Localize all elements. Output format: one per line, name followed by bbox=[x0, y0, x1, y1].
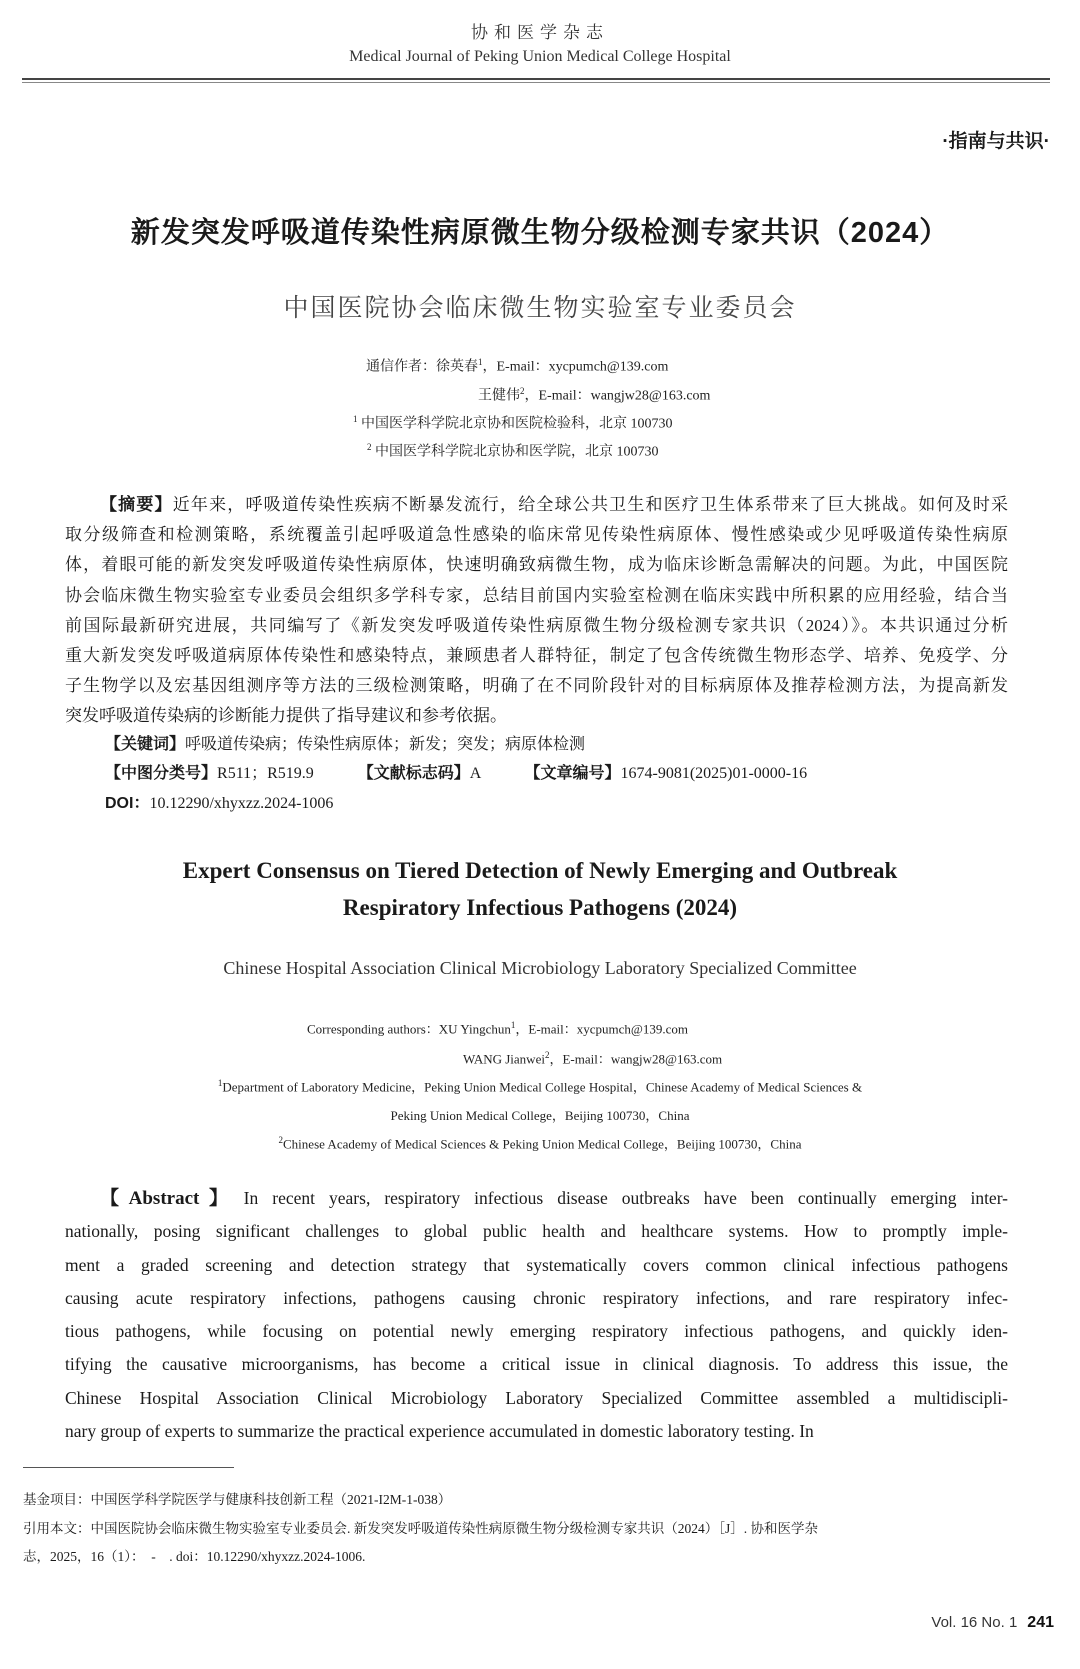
corresponding-author-1-en bbox=[307, 1011, 688, 1044]
abstract-text: nary group of experts to summarize the practical experience accumulated in domestic laboratory testing. In bbox=[65, 1421, 814, 1442]
abstract-text: Chinese Hospital Association Clinical Microbiology Laboratory Specialized Committee assembled a multidiscipli- bbox=[65, 1387, 1008, 1408]
abstract-line bbox=[65, 1315, 1008, 1348]
footnotes bbox=[23, 1486, 1023, 1572]
abstract-en bbox=[65, 1182, 1008, 1448]
abstract-line bbox=[65, 1182, 1008, 1215]
abstract-text: 重大新发突发呼吸道病原体传染性和感染特点，兼顾患者人群特征，制定了包含传统微生物形态学、培养、免疫学、分 bbox=[65, 645, 1008, 665]
author-name: WANG Jianwei bbox=[463, 1051, 545, 1067]
title-en-line: Expert Consensus on Tiered Detection of Newly Emerging and Outbreak bbox=[182, 858, 898, 883]
abstract-label: 【摘要】 bbox=[100, 495, 173, 514]
title-en bbox=[0, 852, 1080, 926]
abstract-line bbox=[65, 1382, 1008, 1415]
abstract-line bbox=[65, 1282, 1008, 1315]
abstract-label: 【Abstract】 bbox=[100, 1188, 238, 1209]
column-label: ·指南与共识· bbox=[942, 131, 1050, 152]
title-cn: 新发突发呼吸道传染性病原微生物分级检测专家共识（2024） bbox=[130, 217, 950, 249]
abstract-text: 体，着眼可能的新发突发呼吸道传染性病原体，快速明确致病微生物，成为临床诊断急需解决的问题。为此，中国医院 bbox=[65, 555, 1008, 575]
doc-code-value: A bbox=[469, 765, 481, 782]
affiliation-sup: 1 bbox=[217, 1078, 223, 1088]
abstract-line bbox=[65, 520, 1008, 550]
abstract-line bbox=[65, 1415, 1008, 1448]
doi-value[interactable]: 10.12290/xhyxzz.2024-1006 bbox=[149, 795, 334, 812]
affiliation-sup: 2 bbox=[367, 442, 372, 452]
abstract-text: 取分级筛查和检测策略，系统覆盖引起呼吸道急性感染的临床常见传染性病原体、慢性感染或少见呼吸道传染性病原 bbox=[65, 525, 1008, 545]
title-en-line: Respiratory Infectious Pathogens (2024) bbox=[342, 895, 738, 920]
corr-label: 通信作者： bbox=[366, 359, 436, 375]
affiliation-sup: 2 bbox=[544, 1050, 550, 1060]
abstract-text: tifying the causative microorganisms, has become a critical issue in clinical diagnosis. To address this issue, the bbox=[65, 1354, 1008, 1375]
affiliation-sup: 1 bbox=[510, 1020, 516, 1030]
author-name: 王健伟 bbox=[478, 388, 520, 404]
abstract-line bbox=[65, 611, 1008, 641]
author-email: ，E-mail：xycpumch@139.com bbox=[515, 1021, 689, 1037]
citation-note: 志，2025，16（1）： - . doi：10.12290/xhyxzz.2024-1006. bbox=[23, 1549, 366, 1564]
affiliation-sup: 2 bbox=[520, 386, 525, 396]
author-name: 徐英春 bbox=[436, 359, 478, 375]
footnote-rule bbox=[23, 1467, 234, 1468]
clc-value: R511；R519.9 bbox=[217, 765, 314, 782]
doi-row bbox=[105, 789, 333, 818]
abstract-line bbox=[65, 1215, 1008, 1248]
keywords-cn bbox=[105, 730, 585, 759]
affiliation-text: Department of Laboratory Medicine，Peking Union Medical College Hospital，Chinese Academy of Medical Sciences & bbox=[222, 1079, 863, 1095]
author-name: XU Yingchun bbox=[438, 1021, 511, 1037]
funding-note: 基金项目：中国医学科学院医学与健康科技创新工程（2021-I2M-1-038） bbox=[23, 1492, 452, 1507]
corr-label: Corresponding authors： bbox=[307, 1021, 439, 1037]
abstract-line bbox=[65, 1249, 1008, 1282]
abstract-line bbox=[65, 641, 1008, 671]
keywords-value: 呼吸道传染病；传染性病原体；新发；突发；病原体检测 bbox=[185, 736, 586, 753]
affiliation-1-en bbox=[0, 1069, 1080, 1130]
affiliation-text: Chinese Academy of Medical Sciences & Peking Union Medical College，Beijing 100730，China bbox=[283, 1136, 802, 1152]
abstract-line bbox=[65, 581, 1008, 611]
clc-label: 【中图分类号】 bbox=[105, 765, 218, 782]
page-number: 241 bbox=[1027, 1614, 1054, 1631]
abstract-line bbox=[65, 1348, 1008, 1381]
abstract-text: 协会临床微生物实验室专业委员会组织多学科专家，总结目前国内实验室检测在临床实践中所积累的应用经验，结合当 bbox=[65, 585, 1008, 605]
affiliation-text: Peking Union Medical College，Beijing 100730，China bbox=[390, 1107, 690, 1123]
abstract-text: In recent years, respiratory infectious disease outbreaks have been continually emerging inter- bbox=[243, 1188, 1009, 1208]
journal-name-en: Medical Journal of Peking Union Medical College Hospital bbox=[349, 48, 731, 65]
abstract-text: 近年来，呼吸道传染性疾病不断暴发流行，给全球公共卫生和医疗卫生体系带来了巨大挑战。如何及时采 bbox=[172, 495, 1008, 514]
abstract-text: tious pathogens, while focusing on potential newly emerging respiratory infectious pathogens, and quickly iden- bbox=[65, 1321, 1008, 1342]
abstract-text: causing acute respiratory infections, pathogens causing chronic respiratory infections, and rare respiratory infec- bbox=[65, 1287, 1008, 1308]
page-footer bbox=[931, 1614, 1054, 1632]
author-email: ，E-mail：xycpumch@139.com bbox=[482, 359, 669, 375]
affiliation-2-cn bbox=[367, 433, 659, 467]
affiliation-sup: 1 bbox=[478, 357, 483, 367]
doi-label: DOI： bbox=[105, 795, 150, 812]
abstract-line bbox=[65, 490, 1008, 520]
affiliation-sup: 1 bbox=[353, 414, 358, 424]
organization-en: Chinese Hospital Association Clinical Microbiology Laboratory Specialized Committee bbox=[223, 958, 857, 978]
affiliation-2-en bbox=[0, 1126, 1080, 1159]
abstract-line bbox=[65, 671, 1008, 701]
affiliation-sup: 2 bbox=[278, 1135, 284, 1145]
abstract-text: 前国际最新研究进展，共同编写了《新发突发呼吸道传染性病原微生物分级检测专家共识（2024）》。本共识通过分析 bbox=[65, 615, 1008, 635]
volume-issue: Vol. 16 No. 1 bbox=[931, 1614, 1018, 1631]
abstract-text: ment a graded screening and detection strategy that systematically covers common clinical infectious pathogens bbox=[65, 1254, 1008, 1275]
author-email: ，E-mail：wangjw28@163.com bbox=[549, 1051, 723, 1067]
abstract-text: 突发呼吸道传染病的诊断能力提供了指导建议和参考依据。 bbox=[65, 706, 507, 726]
article-no-label: 【文章编号】 bbox=[524, 765, 621, 782]
journal-name-cn: 协和医学杂志 bbox=[471, 23, 609, 42]
abstract-text: nationally, posing significant challenges to global public health and healthcare systems. How to promptly imple- bbox=[65, 1221, 1008, 1242]
affiliation-text: 中国医学科学院北京协和医学院，北京 100730 bbox=[375, 444, 659, 460]
abstract-text: 子生物学以及宏基因组测序等方法的三级检测策略，明确了在不同阶段针对的目标病原体及推荐检测方法，为提高新发 bbox=[65, 676, 1008, 696]
organization-cn: 中国医院协会临床微生物实验室专业委员会 bbox=[283, 295, 797, 322]
classification-row bbox=[105, 759, 807, 788]
abstract-line bbox=[65, 701, 1008, 731]
header-rule bbox=[22, 78, 1050, 80]
affiliation-text: 中国医学科学院北京协和医院检验科，北京 100730 bbox=[361, 416, 673, 432]
abstract-line bbox=[65, 550, 1008, 580]
citation-note: 引用本文：中国医院协会临床微生物实验室专业委员会. 新发突发呼吸道传染性病原微生物分级检测专家共识（2024）［J］. 协和医学杂 bbox=[23, 1520, 819, 1536]
keywords-label: 【关键词】 bbox=[105, 736, 186, 753]
abstract-cn bbox=[65, 490, 1008, 732]
doc-code-label: 【文献标志码】 bbox=[357, 765, 470, 782]
author-email: ，E-mail：wangjw28@163.com bbox=[524, 388, 711, 404]
header-rule-thin bbox=[22, 82, 1050, 83]
article-no-value: 1674-9081(2025)01-0000-16 bbox=[620, 765, 808, 782]
